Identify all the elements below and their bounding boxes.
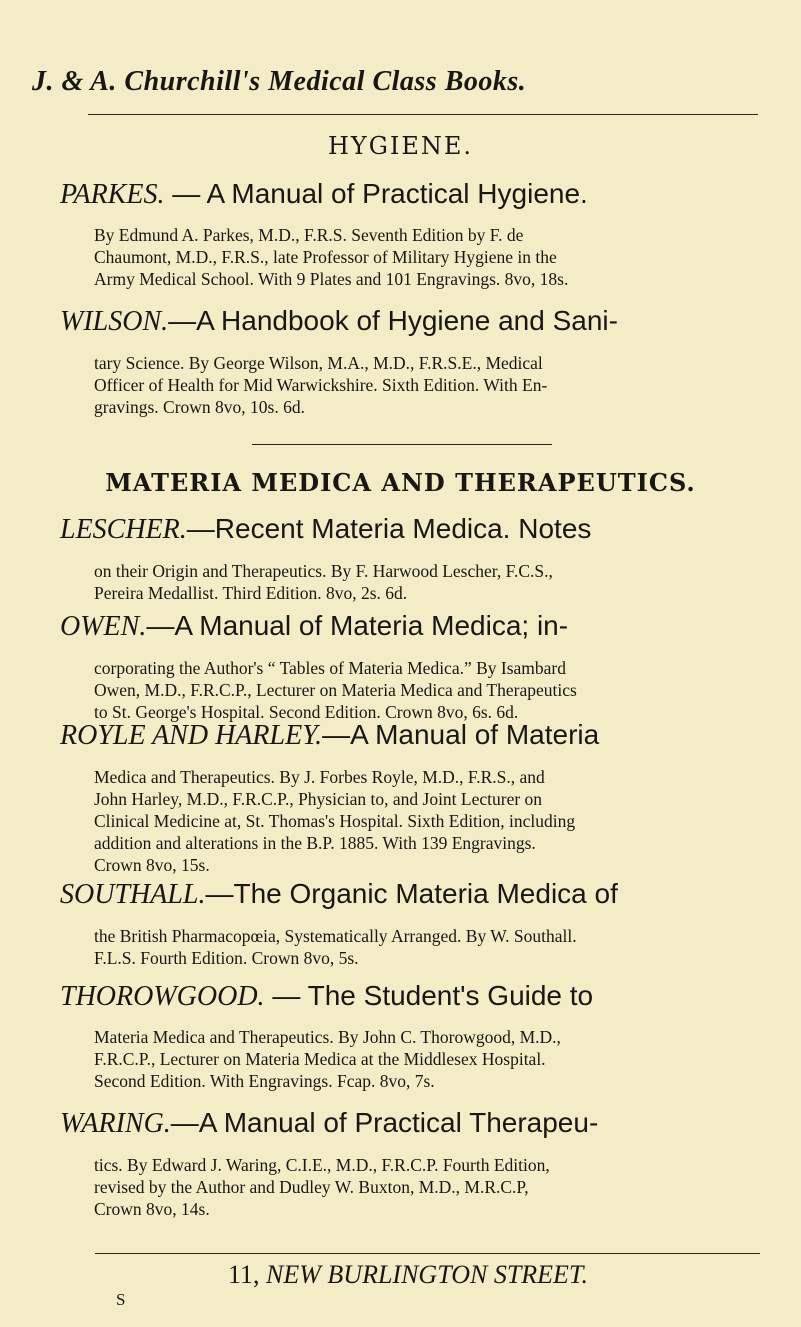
entry-author: ROYLE AND HARLEY. [60,720,323,752]
entry-line: tics. By Edward J. Waring, C.I.E., M.D., F.R.C.P. Fourth Edition, [94,1155,550,1176]
entry-dash: — [164,177,207,209]
entry-line: Owen, M.D., F.R.C.P., Lecturer on Materia Medica and Therapeutics [94,679,577,700]
entry-dash: — [170,1107,199,1139]
entry-line: Crown 8vo, 15s. [94,855,210,876]
entry-title-text: A Manual of Materia [350,719,600,751]
entry-title-text: The Student's Guide to [307,979,594,1011]
entry-line: tary Science. By George Wilson, M.A., M.D., F.R.S.E., Medical [94,353,543,374]
entry-body-waring [94,1154,764,1220]
entry-body-southall [94,925,764,969]
entry-body-parkes [94,224,764,290]
entry-line: to St. George's Hospital. Second Edition. Crown 8vo, 6s. 6d. [94,701,519,722]
section-heading-hygiene: HYGIENE. [327,132,474,160]
entry-author: SOUTHALL. [60,879,206,911]
entry-dash: — [146,609,175,641]
entry-author: THOROWGOOD. [60,980,265,1012]
top-rule [88,114,758,115]
entry-body-wilson [94,352,764,418]
entry-dash: — [264,979,308,1011]
entry-line: John Harley, M.D., F.R.C.P., Physician to, and Joint Lecturer on [94,789,543,810]
footer-address: 11, NEW BURLINGTON STREET. [228,1260,588,1289]
entry-author: OWEN. [60,610,147,642]
entry-dash: — [205,878,234,910]
bottom-rule [95,1253,760,1254]
entry-line: F.R.C.P., Lecturer on Materia Medica at the Middlesex Hospital. [94,1049,546,1070]
entry-dash: — [186,513,215,545]
entry-line: Pereira Medallist. Third Edition. 8vo, 2s. 6d. [94,583,408,604]
entry-line: Clinical Medicine at, St. Thomas's Hospital. Sixth Edition, including [94,811,576,832]
entry-title-text: A Handbook of Hygiene and Sani- [196,305,618,337]
entry-line: revised by the Author and Dudley W. Buxton, M.D., M.R.C.P, [94,1177,529,1198]
entry-body-thorowgood [94,1026,764,1092]
entry-title-parkes [60,178,588,211]
entry-line: corporating the Author's “ Tables of Materia Medica.” By Isambard [94,657,567,678]
section-heading-materia-medica: MATERIA MEDICA AND THERAPEUTICS. [105,467,696,497]
entry-line: Officer of Health for Mid Warwickshire. Sixth Edition. With En- [94,375,548,396]
entry-line: Chaumont, M.D., F.R.S., late Professor of Military Hygiene in the [94,247,557,268]
signature-mark: S [116,1290,126,1309]
entry-author: WARING. [60,1108,171,1140]
entry-line: Crown 8vo, 14s. [94,1199,210,1220]
entry-title-text: A Manual of Practical Therapeu- [198,1107,599,1139]
section-divider [252,444,552,445]
entry-author: PARKES. [60,178,165,210]
entry-title-waring [60,1107,598,1140]
entry-title-lescher [60,513,591,546]
entry-title-text: The Organic Materia Medica of [233,878,618,910]
entry-line: on their Origin and Therapeutics. By F. Harwood Lescher, F.C.S., [94,561,553,582]
entry-body-lescher [94,560,764,604]
entry-author: WILSON. [60,306,169,338]
entry-line: By Edmund A. Parkes, M.D., F.R.S. Seventh Edition by F. de [94,225,524,246]
entry-line: Army Medical School. With 9 Plates and 101 Engravings. 8vo, 18s. [94,269,569,290]
entry-line: addition and alterations in the B.P. 1885. With 139 Engravings. [94,833,536,854]
entry-title-text: Recent Materia Medica. Notes [214,513,592,545]
entry-title-owen [60,610,568,643]
entry-line: Medica and Therapeutics. By J. Forbes Royle, M.D., F.R.S., and [94,767,545,788]
entry-title-thorowgood [60,980,593,1013]
entry-title-text: A Manual of Practical Hygiene. [206,177,588,209]
entry-dash: — [168,305,197,337]
entry-dash: — [322,719,351,751]
entry-title-text: A Manual of Materia Medica; in- [174,609,569,641]
entry-line: the British Pharmacopœia, Systematically Arranged. By W. Southall. [94,925,577,946]
entry-line: F.L.S. Fourth Edition. Crown 8vo, 5s. [94,947,359,968]
entry-line: gravings. Crown 8vo, 10s. 6d. [94,397,305,418]
entry-body-royle-and-harley [94,766,764,876]
entry-body-owen [94,657,764,723]
entry-author: LESCHER. [60,514,187,546]
entry-title-royle-and-harley [60,719,599,752]
entry-line: Materia Medica and Therapeutics. By John C. Thorowgood, M.D., [94,1027,561,1048]
entry-title-southall [60,878,618,911]
running-head: J. & A. Churchill's Medical Class Books. [32,66,527,97]
entry-title-wilson [60,305,618,338]
entry-line: Second Edition. With Engravings. Fcap. 8vo, 7s. [94,1071,435,1092]
